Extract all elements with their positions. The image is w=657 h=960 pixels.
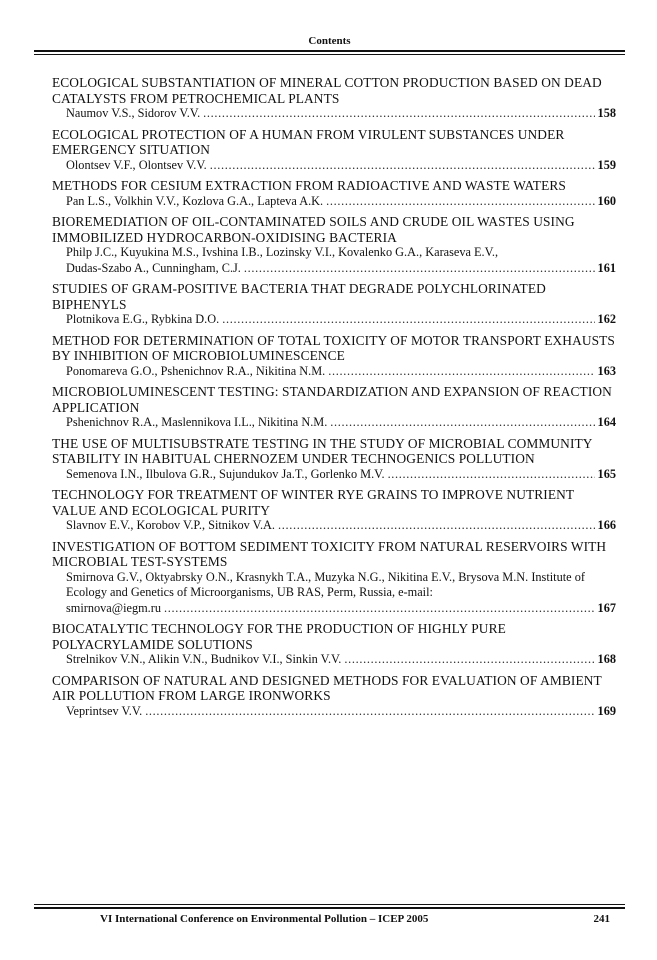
authors-leading-lines: Philp J.C., Kuyukina M.S., Ivshina I.B., Lozinsky V.I., Kovalenko G.A., Karaseva E.V., bbox=[66, 245, 499, 259]
article-authors bbox=[52, 245, 616, 276]
authors-text: Semenova I.N., Ilbulova G.R., Sujundukov Ja.T., Gorlenko M.V. bbox=[66, 466, 385, 481]
dot-leader bbox=[330, 415, 594, 431]
dot-leader bbox=[278, 518, 595, 534]
article-title: STUDIES OF GRAM-POSITIVE BACTERIA THAT DEGRADE POLYCHLORINATED BIPHENYLS bbox=[52, 281, 546, 312]
authors-text: Olontsev V.F., Olontsev V.V. bbox=[66, 157, 207, 172]
authors-last-line bbox=[66, 704, 616, 720]
authors-text: Pshenichnov R.A., Maslennikova I.L., Nikitina N.M. bbox=[66, 415, 328, 429]
folio-number: 241 bbox=[593, 913, 610, 925]
contents-entry bbox=[52, 75, 616, 122]
article-authors bbox=[52, 158, 616, 174]
page-number: 169 bbox=[597, 703, 616, 718]
contents-list bbox=[52, 75, 616, 724]
authors-text: Pan L.S., Volkhin V.V., Kozlova G.A., Lapteva A.K. bbox=[66, 193, 324, 208]
running-footer bbox=[100, 912, 610, 926]
article-authors bbox=[52, 312, 616, 328]
header-rule-thin bbox=[34, 54, 625, 55]
page-number: 158 bbox=[597, 106, 616, 120]
article-title: INVESTIGATION OF BOTTOM SEDIMENT TOXICITY FROM NATURAL RESERVOIRS WITH MICROBIAL TEST-SYSTEMS bbox=[52, 538, 607, 569]
page-number: 167 bbox=[597, 600, 616, 615]
authors-last-line bbox=[66, 194, 616, 210]
authors-last-line bbox=[66, 415, 616, 431]
article-authors bbox=[52, 364, 616, 380]
article-title: BIOREMEDIATION OF OIL-CONTAMINATED SOILS AND CRUDE OIL WASTES USING IMMOBILIZED HYDROCARBON-OXIDISING BACTERIA bbox=[52, 214, 575, 245]
header-rule-thick bbox=[34, 50, 625, 52]
article-authors bbox=[52, 106, 616, 122]
article-title: BIOCATALYTIC TECHNOLOGY FOR THE PRODUCTION OF HIGHLY PURE POLYACRYLAMIDE SOLUTIONS bbox=[52, 621, 506, 652]
article-title: ECOLOGICAL PROTECTION OF A HUMAN FROM VIRULENT SUBSTANCES UNDER EMERGENCY SITUATION bbox=[52, 126, 565, 157]
contents-entry bbox=[52, 127, 616, 174]
authors-last-line bbox=[66, 106, 616, 122]
article-title: THE USE OF MULTISUBSTRATE TESTING IN THE STUDY OF MICROBIAL COMMUNITY STABILITY IN HABITUAL CHERNOZEM UNDER TECHNOGENICS POLLUTION bbox=[52, 435, 593, 466]
contents-entry bbox=[52, 333, 616, 380]
page-number: 168 bbox=[597, 652, 616, 666]
authors-last-line bbox=[66, 467, 616, 483]
article-authors bbox=[52, 652, 616, 668]
contents-entry bbox=[52, 178, 616, 209]
page-number: 159 bbox=[597, 157, 616, 172]
dot-leader bbox=[145, 704, 594, 720]
page-number: 161 bbox=[597, 260, 616, 275]
article-authors bbox=[52, 518, 616, 534]
article-title: TECHNOLOGY FOR TREATMENT OF WINTER RYE GRAINS TO IMPROVE NUTRIENT VALUE AND ECOLOGICAL PURITY bbox=[52, 487, 574, 518]
article-authors bbox=[52, 704, 616, 720]
article-title: ECOLOGICAL SUBSTANTIATION OF MINERAL COTTON PRODUCTION BASED ON DEAD CATALYSTS FROM PETROCHEMICAL PLANTS bbox=[52, 75, 602, 106]
dot-leader bbox=[244, 261, 595, 277]
dot-leader bbox=[344, 652, 594, 668]
dot-leader bbox=[164, 601, 595, 617]
article-title: MICROBIOLUMINESCENT TESTING: STANDARDIZATION AND EXPANSION OF REACTION APPLICATION bbox=[52, 384, 612, 415]
article-authors bbox=[52, 415, 616, 431]
authors-text: Dudas-Szabo A., Cunningham, C.J. bbox=[66, 260, 241, 275]
contents-entry bbox=[52, 384, 616, 431]
article-title: METHODS FOR CESIUM EXTRACTION FROM RADIOACTIVE AND WASTE WATERS bbox=[52, 178, 566, 193]
article-title: METHOD FOR DETERMINATION OF TOTAL TOXICITY OF MOTOR TRANSPORT EXHAUSTS BY INHIBITION OF MICROBIOLUMINESCENCE bbox=[52, 332, 615, 363]
page-number: 166 bbox=[597, 518, 616, 532]
authors-text: Strelnikov V.N., Alikin V.N., Budnikov V.I., Sinkin V.V. bbox=[66, 652, 342, 666]
contents-entry bbox=[52, 214, 616, 276]
contents-entry bbox=[52, 487, 616, 534]
authors-text: smirnova@iegm.ru bbox=[66, 600, 161, 615]
dot-leader bbox=[388, 467, 595, 483]
article-authors bbox=[52, 194, 616, 210]
authors-text: Plotnikova E.G., Rybkina D.O. bbox=[66, 312, 220, 326]
dot-leader bbox=[326, 194, 594, 210]
article-authors bbox=[52, 467, 616, 483]
dot-leader bbox=[328, 364, 594, 380]
dot-leader bbox=[222, 312, 594, 328]
authors-last-line bbox=[66, 364, 616, 380]
authors-last-line bbox=[66, 261, 616, 277]
authors-last-line bbox=[66, 601, 616, 617]
conference-name: VI International Conference on Environmental Pollution – ICEP 2005 bbox=[100, 913, 429, 925]
dot-leader bbox=[203, 106, 594, 122]
contents-entry bbox=[52, 673, 616, 720]
contents-entry bbox=[52, 281, 616, 328]
footer-rule-thin bbox=[34, 904, 625, 905]
authors-last-line bbox=[66, 652, 616, 668]
authors-last-line bbox=[66, 312, 616, 328]
authors-last-line bbox=[66, 158, 616, 174]
authors-text: Ponomareva G.O., Pshenichnov R.A., Nikitina N.M. bbox=[66, 363, 326, 378]
article-title: COMPARISON OF NATURAL AND DESIGNED METHODS FOR EVALUATION OF AMBIENT AIR POLLUTION FROM LARGE IRONWORKS bbox=[52, 672, 602, 703]
authors-last-line bbox=[66, 518, 616, 534]
authors-text: Slavnov E.V., Korobov V.P., Sitnikov V.A. bbox=[66, 518, 275, 532]
page-number: 162 bbox=[597, 312, 616, 326]
contents-entry bbox=[52, 621, 616, 668]
authors-text: Veprintsev V.V. bbox=[66, 703, 143, 718]
dot-leader bbox=[210, 158, 595, 174]
page-number: 165 bbox=[597, 466, 616, 481]
footer-rule-thick bbox=[34, 907, 625, 909]
contents-entry bbox=[52, 539, 616, 617]
authors-text: Naumov V.S., Sidorov V.V. bbox=[66, 106, 201, 120]
page-number: 163 bbox=[597, 363, 616, 378]
authors-leading-lines: Smirnova G.V., Oktyabrsky O.N., Krasnykh T.A., Muzyka N.G., Nikitina E.V., Brysova M.N. Institute of Ecology and Genetics of Microorganisms, UB RAS, Perm, Russia, e-mail: bbox=[66, 569, 585, 599]
contents-entry bbox=[52, 436, 616, 483]
page-number: 160 bbox=[597, 193, 616, 208]
running-header: Contents bbox=[308, 35, 351, 47]
page-number: 164 bbox=[597, 415, 616, 429]
article-authors bbox=[52, 570, 616, 617]
